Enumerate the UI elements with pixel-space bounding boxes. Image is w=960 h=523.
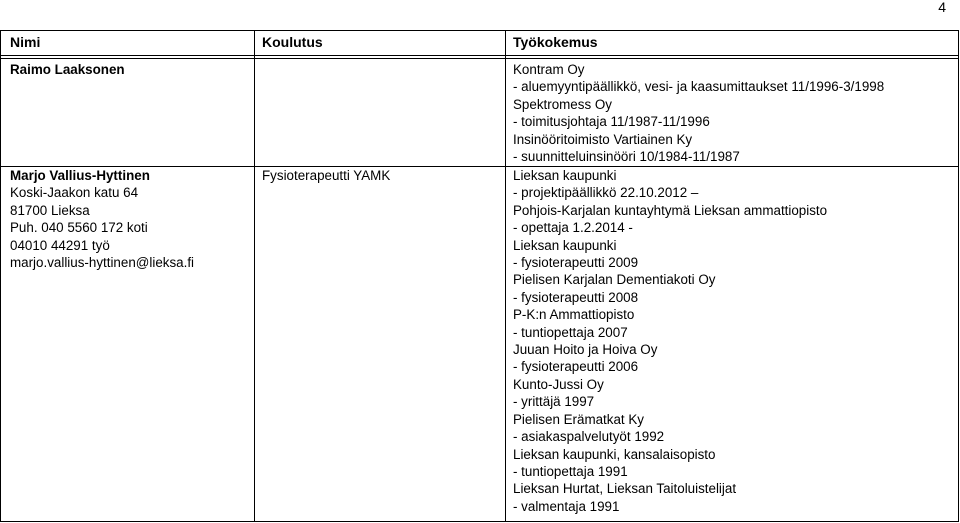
experience-line: - fysioterapeutti 2008 xyxy=(513,289,639,305)
experience-line: Spektromess Oy xyxy=(513,96,612,112)
page-number: 4 xyxy=(938,0,946,15)
experience-line: Pielisen Erämatkat Ky xyxy=(513,411,644,427)
experience-line: - asiakaspalvelutyöt 1992 xyxy=(513,429,665,445)
experience-line: - tuntiopettaja 1991 xyxy=(513,463,628,479)
experience-line: - aluemyyntipäällikkö, vesi- ja kaasumittaukset 11/1996-3/1998 xyxy=(513,79,885,95)
experience-line: Lieksan Hurtat, Lieksan Taitoluistelijat xyxy=(513,481,737,497)
experience-line: Lieksan kaupunki xyxy=(513,237,617,253)
header-name: Nimi xyxy=(10,34,41,50)
experience-line: Kunto-Jussi Oy xyxy=(513,376,604,392)
row-1-name: Raimo Laaksonen xyxy=(10,62,125,77)
experience-line: - toimitusjohtaja 11/1987-11/1996 xyxy=(513,114,710,130)
email-text: marjo.vallius-hyttinen@lieksa.fi xyxy=(10,255,195,271)
experience-line: Pohjois-Karjalan kuntayhtymä Lieksan ammattiopisto xyxy=(513,202,828,218)
experience-line: - fysioterapeutti 2006 xyxy=(513,359,639,375)
experience-line: - suunnitteluinsinööri 10/1984-11/1987 xyxy=(513,149,740,165)
header-experience: Työkokemus xyxy=(513,34,598,50)
postal-line: 81700 Lieksa xyxy=(10,202,90,218)
experience-line: Kontram Oy xyxy=(513,62,585,77)
table-right-border xyxy=(958,30,959,522)
experience-line: Lieksan kaupunki, kansalaisopisto xyxy=(513,446,716,462)
experience-line: Insinööritoimisto Vartiainen Ky xyxy=(513,131,693,147)
address-line: Koski-Jaakon katu 64 xyxy=(10,185,139,201)
experience-line: Lieksan kaupunki xyxy=(513,168,617,183)
experience-line: - valmentaja 1991 xyxy=(513,498,620,514)
table-bottom-border xyxy=(0,521,959,522)
column-divider-1 xyxy=(254,30,255,522)
row-2-contact xyxy=(10,167,194,271)
experience-line: - projektipäällikkö 22.10.2012 – xyxy=(513,185,699,201)
table-left-border xyxy=(0,30,1,522)
row-2-experience xyxy=(513,167,827,515)
header-education: Koulutus xyxy=(262,34,323,50)
experience-line: - opettaja 1.2.2014 - xyxy=(513,220,633,236)
row-2-name: Marjo Vallius-Hyttinen xyxy=(10,168,150,183)
row-2-education: Fysioterapeutti YAMK xyxy=(262,168,391,183)
experience-line: Pielisen Karjalan Dementiakoti Oy xyxy=(513,272,716,288)
experience-line: - tuntiopettaja 2007 xyxy=(513,324,628,340)
phone-home: Puh. 040 5560 172 koti xyxy=(10,220,148,236)
experience-line: - yrittäjä 1997 xyxy=(513,394,595,410)
column-divider-2 xyxy=(505,30,506,522)
experience-line: Juuan Hoito ja Hoiva Oy xyxy=(513,342,658,358)
experience-line: - fysioterapeutti 2009 xyxy=(513,255,639,271)
row-1-experience xyxy=(513,61,884,165)
header-bottom-border xyxy=(0,55,959,56)
table-top-border xyxy=(0,30,959,31)
header-double-border xyxy=(0,58,959,59)
phone-work: 04010 44291 työ xyxy=(10,237,110,253)
experience-line: P-K:n Ammattiopisto xyxy=(513,307,635,323)
